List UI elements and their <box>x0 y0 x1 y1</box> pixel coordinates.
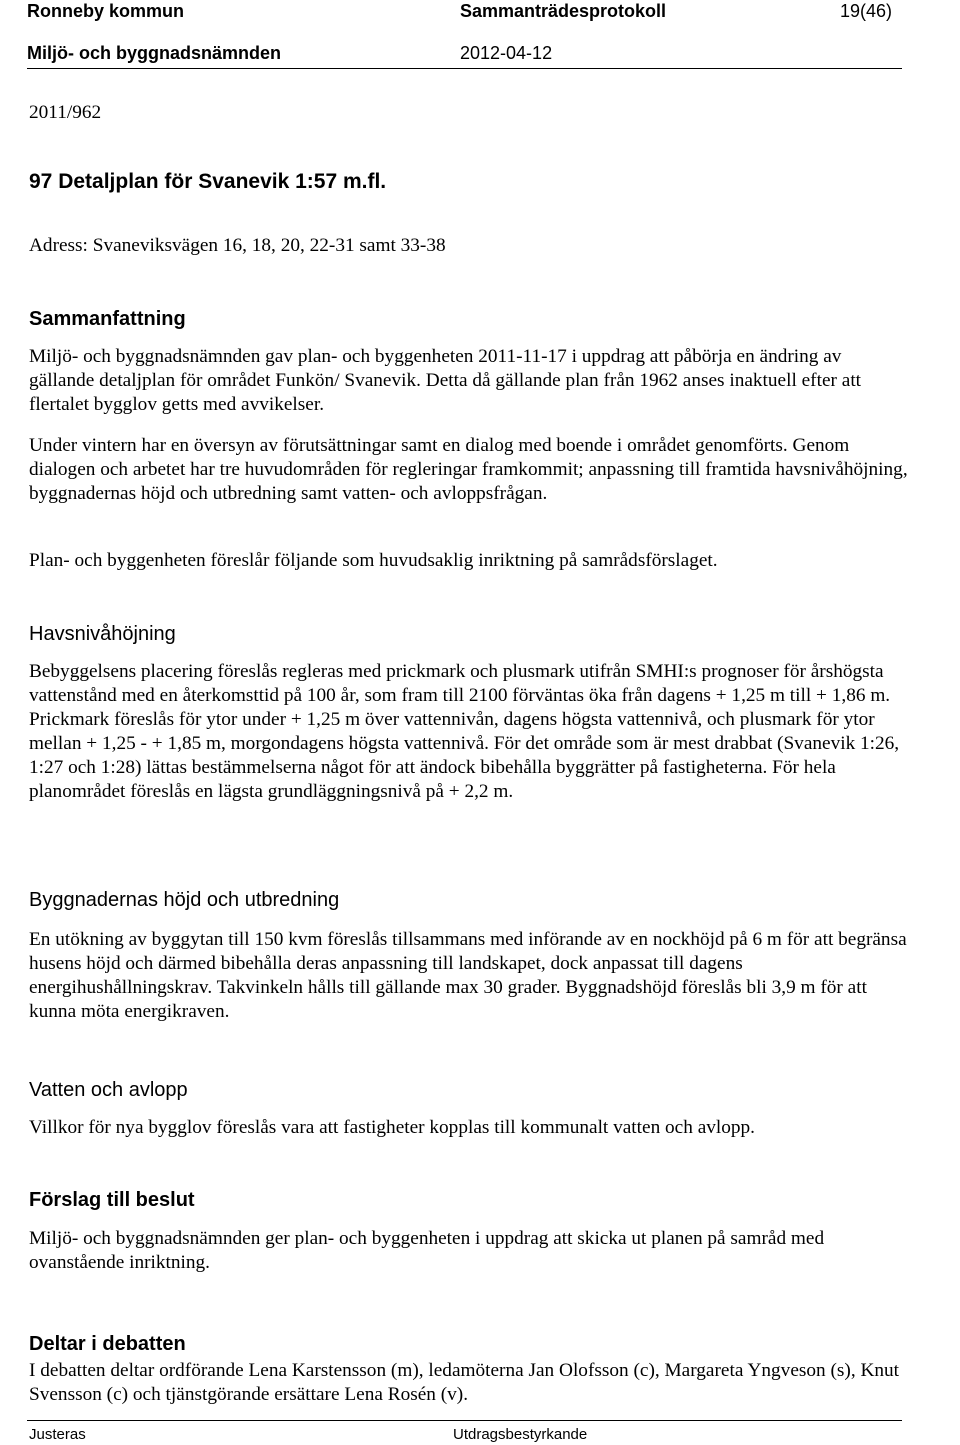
water-heading: Vatten och avlopp <box>29 1079 188 1101</box>
case-number: 2011/962 <box>29 102 102 123</box>
municipality-name: Ronneby kommun <box>27 1 185 21</box>
debate-heading: Deltar i debatten <box>29 1333 186 1355</box>
item-heading: 97 Detaljplan för Svanevik 1:57 m.fl. <box>29 170 387 193</box>
debate-paragraph: I debatten deltar ordförande Lena Karstensson (m), ledamöterna Jan Olofsson (c), Margareta Yngveson (s), Knut Svensson (c) och tjänstgörande ersättare Lena Rosén (v). <box>29 1360 900 1405</box>
water-paragraph: Villkor för nya bygglov föreslås vara att fastigheter kopplas till kommunalt vatten och avlopp. <box>29 1117 755 1138</box>
summary-paragraph-2: Under vintern har en översyn av förutsättningar samt en dialog med boende i området genomförts. Genom dialogen och arbetet har tre huvudområden för regleringar framkommit; anpassning till framtida havsnivåhöjning, byggnadernas höjd och utbredning samt vatten- och avloppsfrågan. <box>29 435 908 504</box>
header-divider <box>27 68 902 69</box>
buildings-paragraph: En utökning av byggytan till 150 kvm föreslås tillsammans med införande av en nockhöjd på 6 m för att begränsa husens höjd och därmed bibehålla deras anpassning till landskapet, dock anpassat till dagens energihushållningskrav. Takvinkeln hålls till gällande max 30 grader. Byggnadshöjd föreslås bli 3,9 m för att kunna möta energikraven. <box>29 929 907 1022</box>
footer-utdragsbestyrkande: Utdragsbestyrkande <box>453 1426 588 1443</box>
summary-paragraph-1: Miljö- och byggnadsnämnden gav plan- och byggenheten 2011-11-17 i uppdrag att påbörja en ändring av gällande detaljplan för området Funkön/ Svanevik. Detta då gällande plan från 1962 anses inaktuell efter att flertalet bygglov getts med avvikelser. <box>29 346 862 415</box>
address-line: Adress: Svaneviksvägen 16, 18, 20, 22-31 samt 33-38 <box>29 235 446 256</box>
committee-name: Miljö- och byggnadsnämnden <box>27 43 282 63</box>
document-type: Sammanträdesprotokoll <box>460 1 667 21</box>
footer-divider <box>27 1420 902 1421</box>
summary-paragraph-3: Plan- och byggenheten föreslår följande som huvudsaklig inriktning på samrådsförslaget. <box>29 550 718 571</box>
page-number: 19(46) <box>840 1 893 21</box>
proposal-heading: Förslag till beslut <box>29 1189 195 1211</box>
sea-level-heading: Havsnivåhöjning <box>29 623 176 645</box>
meeting-date: 2012-04-12 <box>460 43 553 63</box>
footer-justeras: Justeras <box>29 1426 86 1443</box>
buildings-heading: Byggnadernas höjd och utbredning <box>29 889 340 911</box>
proposal-paragraph: Miljö- och byggnadsnämnden ger plan- och byggenheten i uppdrag att skicka ut planen på samråd med ovanstående inriktning. <box>29 1228 825 1273</box>
summary-heading: Sammanfattning <box>29 308 186 330</box>
sea-level-paragraph: Bebyggelsens placering föreslås regleras med prickmark och plusmark utifrån SMHI:s prognoser för årshögsta vattenstånd med en återkomsttid på 100 år, som fram till 2100 förväntas öka från dagens + 1,25 m till + 1,86 m. Prickmark föreslås för ytor under + 1,25 m över vattennivån, dagens högsta vattennivå, och plusmark för ytor mellan + 1,25 - + 1,85 m, morgondagens högsta vattennivå. För det område som är mest drabbat (Svanevik 1:26, 1:27 och 1:28) lättas bestämmelserna något för att ändock bibehålla byggrätter på fastigheterna. För hela planområdet föreslås en lägsta grundläggningsnivå på + 2,2 m. <box>29 661 900 802</box>
